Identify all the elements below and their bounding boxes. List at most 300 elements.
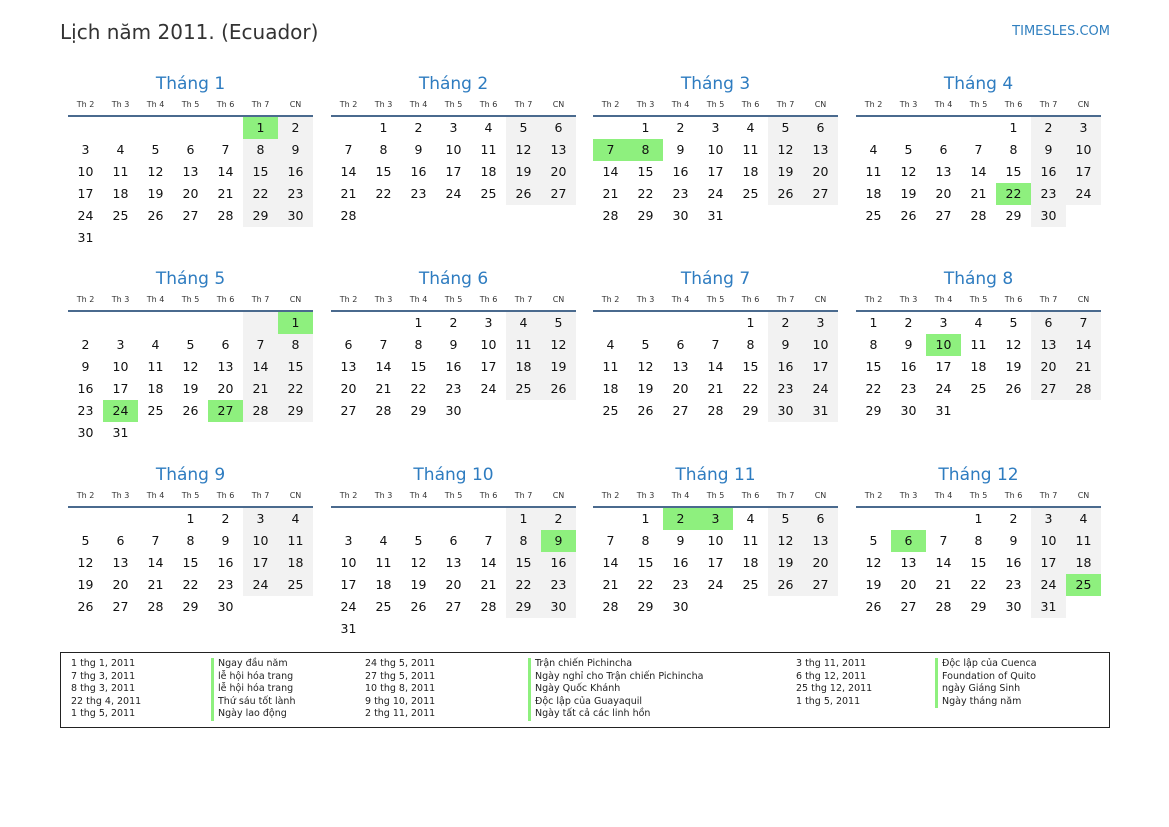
day-cell: 15 — [1005, 164, 1022, 179]
weekday-label: CN — [289, 491, 302, 500]
day-cell: 2 — [1009, 511, 1018, 526]
day-cell: 15 — [637, 555, 654, 570]
day-cell: 21 — [217, 186, 234, 201]
day-cell: 21 — [375, 381, 392, 396]
legend-holiday-name: Độc lập của Cuenca — [935, 658, 1037, 671]
day-cell: 14 — [217, 164, 234, 179]
weekday-header — [593, 99, 838, 117]
day-cell: 28 — [1066, 378, 1101, 400]
empty-cell — [593, 312, 628, 334]
day-cell: 13 — [445, 555, 462, 570]
day-cell: 26 — [637, 403, 654, 418]
day-cell: 30 — [541, 596, 576, 618]
weekday-label: Th 3 — [111, 100, 130, 109]
empty-cell — [138, 227, 173, 249]
day-cell: 8 — [414, 337, 423, 352]
weekday-header — [593, 294, 838, 312]
day-cell: 26 — [77, 599, 94, 614]
day-cell: 20 — [935, 186, 952, 201]
empty-cell — [243, 227, 278, 249]
day-cell: 1 — [506, 508, 541, 530]
month-2 — [331, 73, 576, 227]
day-cell: 30 — [1005, 599, 1022, 614]
day-cell: 11 — [147, 359, 164, 374]
day-cell: 13 — [803, 139, 838, 161]
empty-cell — [208, 227, 243, 249]
legend-holiday-name: Ngày nghỉ cho Trận chiến Pichincha — [528, 671, 703, 684]
legend-date: 1 thg 5, 2011 — [796, 695, 861, 707]
empty-cell — [1031, 400, 1066, 422]
weekday-label: Th 2 — [864, 295, 883, 304]
day-cell: 18 — [278, 552, 313, 574]
legend-date: 25 thg 12, 2011 — [796, 683, 873, 694]
empty-cell — [733, 596, 768, 618]
day-cell: 16 — [1005, 555, 1022, 570]
day-cell: 5 — [641, 337, 650, 352]
day-cell: 26 — [147, 208, 164, 223]
day-cell: 15 — [970, 555, 987, 570]
brand-link[interactable]: TIMESLES.COM — [1012, 24, 1110, 39]
day-cell: 12 — [182, 359, 199, 374]
day-cell: 9 — [768, 334, 803, 356]
day-cell: 29 — [970, 599, 987, 614]
day-cell: 17 — [707, 555, 724, 570]
day-cell: 4 — [379, 533, 388, 548]
day-cell: 21 — [602, 186, 619, 201]
weekday-label: Th 4 — [146, 100, 165, 109]
day-cell: 4 — [869, 142, 878, 157]
empty-cell — [366, 618, 401, 640]
weekday-label: Th 3 — [374, 295, 393, 304]
legend-date: 9 thg 10, 2011 — [365, 695, 436, 707]
day-cell: 14 — [375, 359, 392, 374]
empty-cell — [541, 618, 576, 640]
day-cell: 16 — [672, 164, 689, 179]
day-cell: 6 — [449, 533, 458, 548]
day-cell: 2 — [904, 315, 913, 330]
day-cell: 10 — [1066, 139, 1101, 161]
legend-date: 3 thg 11, 2011 — [796, 658, 867, 669]
legend-names-col-2 — [528, 658, 703, 721]
day-cell: 14 — [602, 164, 619, 179]
day-cell: 3 — [116, 337, 125, 352]
empty-cell — [803, 596, 838, 618]
day-cell: 21 — [243, 378, 278, 400]
weekday-label: Th 7 — [1039, 295, 1058, 304]
day-cell: 23 — [900, 381, 917, 396]
empty-cell — [926, 508, 961, 530]
day-cell: 6 — [803, 117, 838, 139]
empty-cell — [278, 596, 313, 618]
day-cell: 19 — [147, 186, 164, 201]
weekday-label: Th 6 — [216, 491, 235, 500]
weekday-label: Th 5 — [444, 295, 463, 304]
day-cell: 10 — [803, 334, 838, 356]
weekday-label: Th 2 — [601, 295, 620, 304]
weekday-label: Th 3 — [111, 295, 130, 304]
day-cell: 8 — [869, 337, 878, 352]
legend-holiday-name: Ngày tháng năm — [935, 696, 1037, 709]
day-cell: 9 — [414, 142, 423, 157]
day-cell: 4 — [974, 315, 983, 330]
empty-cell — [173, 312, 208, 334]
day-cell: 9 — [541, 530, 576, 552]
day-cell: 12 — [900, 164, 917, 179]
day-cell: 30 — [445, 403, 462, 418]
day-cell: 13 — [182, 164, 199, 179]
empty-cell — [278, 227, 313, 249]
day-cell: 28 — [340, 208, 357, 223]
weekday-label: Th 7 — [776, 100, 795, 109]
day-cell: 15 — [243, 161, 278, 183]
day-cell: 8 — [641, 533, 650, 548]
day-cell: 30 — [1031, 205, 1066, 227]
month-name: Tháng 5 — [155, 269, 226, 289]
weekday-label: Th 2 — [339, 100, 358, 109]
weekday-label: Th 2 — [864, 491, 883, 500]
weekday-label: Th 4 — [409, 100, 428, 109]
legend-dates-col-1 — [71, 658, 141, 721]
day-cell: 28 — [602, 208, 619, 223]
day-cell: 25 — [375, 599, 392, 614]
day-cell: 13 — [672, 359, 689, 374]
day-grid — [593, 117, 838, 227]
day-cell: 22 — [278, 378, 313, 400]
day-cell: 1 — [746, 315, 755, 330]
empty-cell — [961, 400, 996, 422]
empty-cell — [593, 117, 628, 139]
weekday-label: Th 7 — [1039, 491, 1058, 500]
day-cell: 9 — [904, 337, 913, 352]
day-cell: 16 — [445, 359, 462, 374]
day-cell: 20 — [672, 381, 689, 396]
weekday-label: Th 2 — [339, 491, 358, 500]
weekday-label: Th 7 — [1039, 100, 1058, 109]
day-cell: 24 — [707, 186, 724, 201]
month-name: Tháng 4 — [943, 74, 1014, 94]
empty-cell — [506, 205, 541, 227]
day-cell: 7 — [593, 139, 628, 161]
day-cell: 25 — [970, 381, 987, 396]
day-cell: 7 — [221, 142, 230, 157]
day-cell: 21 — [602, 577, 619, 592]
empty-cell — [138, 117, 173, 139]
day-cell: 13 — [340, 359, 357, 374]
empty-cell — [138, 422, 173, 444]
day-cell: 16 — [768, 356, 803, 378]
day-cell: 9 — [449, 337, 458, 352]
weekday-label: Th 3 — [636, 100, 655, 109]
empty-cell — [138, 508, 173, 530]
weekday-label: Th 5 — [706, 295, 725, 304]
day-cell: 9 — [1009, 533, 1018, 548]
day-grid — [68, 117, 313, 249]
day-cell: 9 — [676, 142, 685, 157]
day-cell: 5 — [81, 533, 90, 548]
weekday-header — [593, 490, 838, 508]
weekday-label: CN — [552, 295, 565, 304]
day-cell: 22 — [182, 577, 199, 592]
day-cell: 13 — [803, 530, 838, 552]
empty-cell — [856, 117, 891, 139]
day-cell: 24 — [707, 577, 724, 592]
empty-cell — [471, 400, 506, 422]
weekday-label: CN — [1077, 100, 1090, 109]
day-cell: 16 — [77, 381, 94, 396]
day-cell: 20 — [217, 381, 234, 396]
day-cell: 23 — [445, 381, 462, 396]
day-cell: 21 — [1066, 356, 1101, 378]
day-grid — [331, 508, 576, 640]
day-cell: 18 — [506, 356, 541, 378]
day-cell: 24 — [340, 599, 357, 614]
empty-cell — [173, 117, 208, 139]
empty-cell — [891, 508, 926, 530]
day-cell: 15 — [742, 359, 759, 374]
day-cell: 5 — [768, 508, 803, 530]
weekday-label: Th 3 — [899, 491, 918, 500]
weekday-label: Th 3 — [899, 295, 918, 304]
day-cell: 29 — [278, 400, 313, 422]
empty-cell — [733, 205, 768, 227]
weekday-label: Th 6 — [741, 295, 760, 304]
day-cell: 14 — [340, 164, 357, 179]
day-cell: 10 — [243, 530, 278, 552]
empty-cell — [331, 508, 366, 530]
day-cell: 14 — [935, 555, 952, 570]
day-grid — [856, 312, 1101, 422]
weekday-label: Th 3 — [636, 491, 655, 500]
day-cell: 1 — [974, 511, 983, 526]
day-cell: 3 — [449, 120, 458, 135]
day-cell: 15 — [375, 164, 392, 179]
day-cell: 21 — [970, 186, 987, 201]
day-cell: 10 — [707, 142, 724, 157]
day-cell: 4 — [746, 511, 755, 526]
legend-date: 1 thg 1, 2011 — [71, 658, 136, 669]
empty-cell — [401, 205, 436, 227]
day-cell: 2 — [541, 508, 576, 530]
day-cell: 10 — [1031, 530, 1066, 552]
weekday-label: Th 5 — [444, 491, 463, 500]
weekday-label: CN — [552, 100, 565, 109]
empty-cell — [436, 618, 471, 640]
day-cell: 27 — [803, 183, 838, 205]
day-cell: 18 — [375, 577, 392, 592]
weekday-label: Th 6 — [1004, 295, 1023, 304]
day-cell: 20 — [541, 161, 576, 183]
weekday-label: Th 6 — [1004, 491, 1023, 500]
day-cell: 31 — [935, 403, 952, 418]
month-name: Tháng 9 — [155, 465, 226, 485]
weekday-header — [856, 99, 1101, 117]
day-cell: 5 — [869, 533, 878, 548]
day-cell: 12 — [506, 139, 541, 161]
day-cell: 30 — [278, 205, 313, 227]
weekday-label: Th 2 — [864, 100, 883, 109]
day-cell: 4 — [746, 120, 755, 135]
day-cell: 29 — [865, 403, 882, 418]
day-cell: 1 — [379, 120, 388, 135]
weekday-label: Th 5 — [969, 295, 988, 304]
day-cell: 7 — [151, 533, 160, 548]
weekday-label: CN — [1077, 491, 1090, 500]
weekday-label: Th 5 — [444, 100, 463, 109]
legend-date: 10 thg 8, 2011 — [365, 683, 436, 694]
day-cell: 6 — [344, 337, 353, 352]
day-cell: 4 — [116, 142, 125, 157]
day-cell: 19 — [506, 161, 541, 183]
day-cell: 4 — [151, 337, 160, 352]
day-cell: 25 — [147, 403, 164, 418]
day-cell: 6 — [541, 117, 576, 139]
day-cell: 27 — [803, 574, 838, 596]
weekday-label: Th 6 — [479, 295, 498, 304]
day-cell: 14 — [1066, 334, 1101, 356]
empty-cell — [173, 422, 208, 444]
empty-cell — [471, 205, 506, 227]
month-4 — [856, 73, 1101, 227]
weekday-label: Th 6 — [216, 100, 235, 109]
day-cell: 21 — [935, 577, 952, 592]
day-cell: 18 — [147, 381, 164, 396]
day-cell: 26 — [900, 208, 917, 223]
weekday-label: Th 2 — [601, 491, 620, 500]
empty-cell — [436, 205, 471, 227]
empty-cell — [138, 312, 173, 334]
day-cell: 21 — [480, 577, 497, 592]
legend-holiday-name: Ngày tất cả các linh hồn — [528, 708, 703, 721]
month-10 — [331, 464, 576, 640]
weekday-label: Th 4 — [671, 491, 690, 500]
day-cell: 24 — [77, 208, 94, 223]
weekday-label: Th 5 — [706, 100, 725, 109]
day-cell: 12 — [410, 555, 427, 570]
day-cell: 22 — [375, 186, 392, 201]
day-cell: 1 — [1009, 120, 1018, 135]
day-cell: 10 — [340, 555, 357, 570]
month-name: Tháng 7 — [680, 269, 751, 289]
day-cell: 21 — [147, 577, 164, 592]
weekday-label: Th 5 — [706, 491, 725, 500]
day-cell: 20 — [182, 186, 199, 201]
day-cell: 3 — [81, 142, 90, 157]
day-cell: 15 — [278, 356, 313, 378]
day-cell: 1 — [186, 511, 195, 526]
weekday-label: Th 3 — [899, 100, 918, 109]
weekday-label: Th 4 — [146, 295, 165, 304]
legend-holiday-name: Ngay đầu năm — [211, 658, 295, 671]
day-cell: 12 — [77, 555, 94, 570]
day-cell: 1 — [243, 117, 278, 139]
legend-date: 1 thg 5, 2011 — [71, 708, 136, 719]
day-cell: 14 — [243, 356, 278, 378]
day-cell: 17 — [803, 356, 838, 378]
weekday-label: Th 5 — [181, 100, 200, 109]
day-cell: 15 — [182, 555, 199, 570]
day-cell: 26 — [410, 599, 427, 614]
empty-cell — [173, 227, 208, 249]
day-cell: 11 — [865, 164, 882, 179]
day-grid — [331, 117, 576, 227]
day-cell: 2 — [1031, 117, 1066, 139]
day-cell: 25 — [506, 378, 541, 400]
day-cell: 27 — [672, 403, 689, 418]
weekday-label: Th 4 — [934, 100, 953, 109]
day-cell: 3 — [1066, 117, 1101, 139]
day-cell: 5 — [1009, 315, 1018, 330]
day-cell: 24 — [803, 378, 838, 400]
day-cell: 25 — [602, 403, 619, 418]
empty-cell — [803, 205, 838, 227]
month-name: Tháng 10 — [413, 465, 494, 485]
day-cell: 25 — [112, 208, 129, 223]
page-title: Lịch năm 2011. (Ecuador) — [60, 20, 319, 44]
day-cell: 24 — [480, 381, 497, 396]
day-cell: 22 — [637, 186, 654, 201]
empty-cell — [541, 400, 576, 422]
month-8 — [856, 268, 1101, 422]
weekday-label: Th 5 — [969, 491, 988, 500]
day-cell: 23 — [278, 183, 313, 205]
day-cell: 18 — [602, 381, 619, 396]
day-cell: 11 — [742, 142, 759, 157]
weekday-label: CN — [814, 491, 827, 500]
empty-cell — [961, 117, 996, 139]
day-cell: 6 — [186, 142, 195, 157]
day-cell: 18 — [865, 186, 882, 201]
day-cell: 14 — [970, 164, 987, 179]
day-cell: 4 — [278, 508, 313, 530]
day-cell: 3 — [243, 508, 278, 530]
day-cell: 8 — [974, 533, 983, 548]
day-cell: 1 — [641, 120, 650, 135]
day-cell: 29 — [1005, 208, 1022, 223]
day-cell: 23 — [1031, 183, 1066, 205]
day-cell: 19 — [768, 552, 803, 574]
day-cell: 29 — [243, 205, 278, 227]
day-cell: 16 — [541, 552, 576, 574]
day-cell: 12 — [1005, 337, 1022, 352]
day-cell: 1 — [641, 511, 650, 526]
day-cell: 13 — [541, 139, 576, 161]
empty-cell — [768, 596, 803, 618]
day-cell: 7 — [974, 142, 983, 157]
day-cell: 19 — [182, 381, 199, 396]
day-cell: 18 — [742, 555, 759, 570]
empty-cell — [278, 422, 313, 444]
day-cell: 29 — [182, 599, 199, 614]
day-cell: 29 — [637, 208, 654, 223]
weekday-header — [856, 490, 1101, 508]
holiday-legend — [60, 652, 1110, 728]
weekday-label: Th 2 — [76, 295, 95, 304]
month-6 — [331, 268, 576, 422]
day-cell: 30 — [672, 208, 689, 223]
day-cell: 2 — [81, 337, 90, 352]
empty-cell — [698, 596, 733, 618]
day-cell: 19 — [637, 381, 654, 396]
day-cell: 19 — [865, 577, 882, 592]
day-cell: 30 — [768, 400, 803, 422]
weekday-header — [856, 294, 1101, 312]
empty-cell — [663, 312, 698, 334]
day-cell: 23 — [1005, 577, 1022, 592]
day-cell: 15 — [410, 359, 427, 374]
day-cell: 3 — [939, 315, 948, 330]
legend-date: 24 thg 5, 2011 — [365, 658, 436, 669]
day-cell: 27 — [935, 208, 952, 223]
